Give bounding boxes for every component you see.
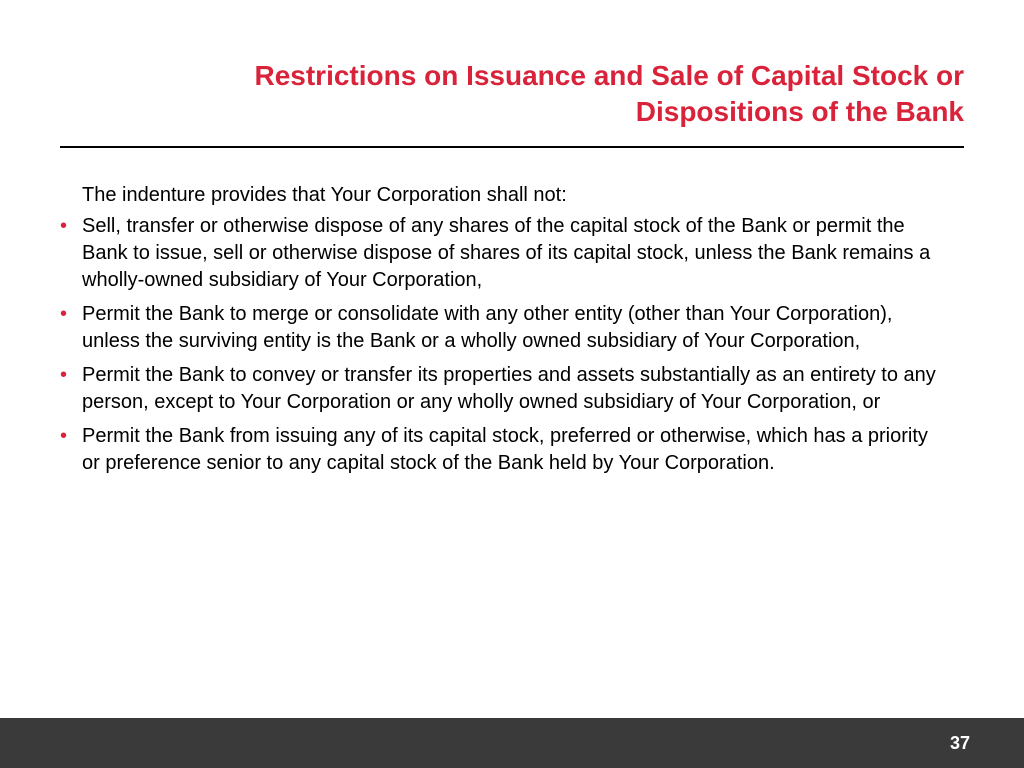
slide-body [58, 182, 938, 484]
slide-title [60, 58, 964, 130]
bullet-text: Permit the Bank to convey or transfer its properties and assets substantially as an entirety to any person, except to Your Corporation or any wholly owned subsidiary of Your Corporation, or [82, 364, 936, 413]
bullet-icon: • [60, 364, 68, 386]
page-number: 37 [949, 733, 970, 753]
bullet-item [58, 213, 938, 294]
intro-text: The indenture provides that Your Corporation shall not: [82, 184, 567, 206]
bullet-text: Sell, transfer or otherwise dispose of any shares of the capital stock of the Bank or permit the Bank to issue, sell or otherwise dispose of shares of its capital stock, unless the Bank remains a wholly-owned subsidiary of Your Corporation, [82, 215, 931, 291]
bullet-icon: • [60, 303, 68, 325]
bullet-text: Permit the Bank from issuing any of its capital stock, preferred or otherwise, which has a priority or preference senior to any capital stock of the Bank held by Your Corporation. [82, 425, 928, 474]
bullet-list [58, 213, 938, 477]
slide-title-line-2: Dispositions of the Bank [635, 96, 964, 127]
footer-bar [0, 718, 1024, 768]
bullet-text: Permit the Bank to merge or consolidate with any other entity (other than Your Corporation), unless the surviving entity is the Bank or a wholly owned subsidiary of Your Corporation, [82, 303, 893, 352]
bullet-icon: • [60, 425, 68, 447]
title-divider [60, 146, 964, 148]
bullet-item [58, 362, 938, 416]
bullet-icon: • [60, 215, 68, 237]
bullet-item [58, 301, 938, 355]
slide-title-line-1: Restrictions on Issuance and Sale of Capital Stock or [254, 60, 964, 91]
bullet-item [58, 423, 938, 477]
